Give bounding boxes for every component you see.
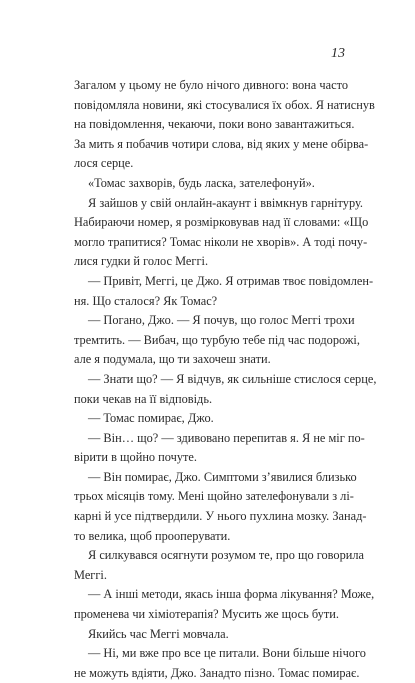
text-line: — Привіт, Меггі, це Джо. Я отримав твоє повідомлен- [88,273,374,288]
text-line: вірити в щойно почуте. [74,450,197,465]
text-line: поки чекав на її відповідь. [74,391,213,406]
text-line: — Знати що? — Я відчув, як сильніше стислося серце, [88,371,377,386]
text-line: Якийсь час Меггі мовчала. [88,626,229,641]
text-line: на повідомлення, чекаючи, поки воно завантажиться. [74,117,355,132]
text-line: але я подумала, що ти захочеш знати. [74,352,271,367]
text-line: За мить я побачив чотири слова, від яких у мене обірва- [74,136,369,151]
text-line: — Він… що? — здивовано перепитав я. Я не міг по- [88,430,365,445]
text-line: — Він помирає, Джо. Симптоми з’явилися близько [88,469,357,484]
text-line: лися гудки й голос Меггі. [74,254,209,269]
text-line: Набираючи номер, я розмірковував над її словами: «Що [74,215,369,230]
page-number: 13 [331,46,345,61]
text-line: не можуть вдіяти, Джо. Занадто пізно. Томас помирає. [74,665,360,680]
body-text [74,76,377,683]
text-line: — Томас помирає, Джо. [88,411,214,426]
text-line: — Погано, Джо. — Я почув, що голос Меггі трохи [88,313,355,328]
text-line: ня. Що сталося? Як Томас? [74,293,218,308]
text-line: карні й усе підтвердили. У нього пухлина мозку. Занад- [74,509,367,524]
text-line: «Томас захворів, будь ласка, зателефонуй». [88,175,315,190]
text-line: повідомляла новини, які стосувалися їх обох. Я натиснув [74,97,375,112]
text-line: то велика, щоб прооперувати. [74,528,231,543]
text-line: променева чи хіміотерапія? Мусить же щось бути. [74,607,339,622]
text-line: Я зайшов у свій онлайн-акаунт і ввімкнув гарнітуру. [88,195,363,210]
text-line: Меггі. [74,567,107,582]
text-line: Загалом у цьому не було нічого дивного: вона часто [74,78,348,92]
text-line: лося серце. [74,156,134,171]
text-line: тремтить. — Вибач, що турбую тебе під час подорожі, [74,332,360,347]
text-line: — Ні, ми вже про все це питали. Вони більше нічого [88,646,366,661]
text-line: Я силкувався осягнути розумом те, про що говорила [88,548,364,563]
text-line: — А інші методи, якась інша форма лікування? Може, [88,587,375,602]
text-line: трьох місяців тому. Мені щойно зателефонували з лі- [74,489,354,504]
text-line: могло трапитися? Томас ніколи не хворів». А тоді почу- [74,234,368,249]
